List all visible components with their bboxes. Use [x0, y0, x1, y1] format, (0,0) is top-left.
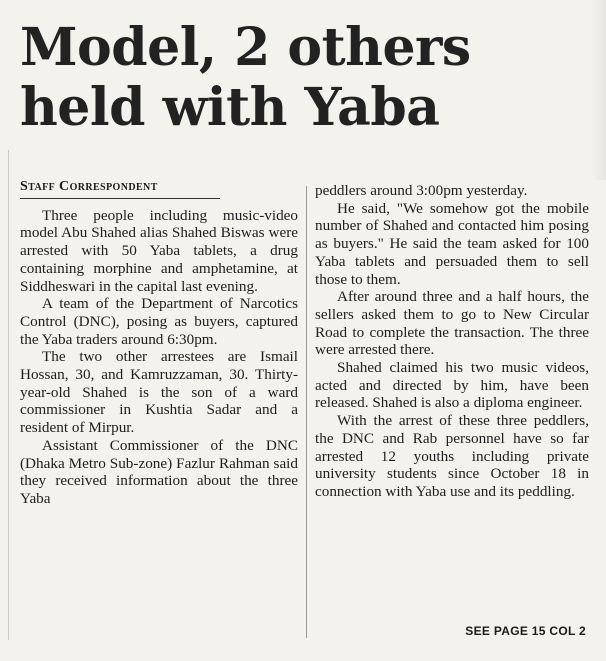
article-paragraph: A team of the Department of Narcotics Control (DNC), posing as buyers, captured the Yaba traders around 6:30pm. — [20, 295, 298, 348]
article-paragraph: The two other arrestees are Ismail Hossan, 30, and Kamruzzaman, 30. Thirty-year-old Shahed is the son of a ward commissioner in Kushtia Sadar and a resident of Mirpur. — [20, 348, 298, 437]
article-paragraph: Three people including music-video model Abu Shahed alias Shahed Biswas were arrested with 50 Yaba tablets, a drug containing morphine and amphetamine, at Siddheswari in the capital last evening. — [20, 206, 298, 295]
page-edge-shadow — [592, 0, 606, 180]
headline — [20, 18, 580, 138]
article-paragraph: peddlers around 3:00pm yesterday. — [315, 182, 528, 199]
article-paragraph: Shahed claimed his two music videos, acted and directed by him, have been released. Shahed is also a diploma engineer. — [315, 359, 589, 412]
byline: Staff Correspondent — [20, 178, 220, 199]
article-paragraph: After around three and a half hours, the sellers asked them to go to New Circular Road to complete the transaction. The three were arrested there. — [315, 288, 589, 359]
continuation-label: SEE PAGE 15 COL 2 — [465, 624, 586, 638]
article-column-right — [315, 182, 589, 501]
headline-line-2: held with Yaba — [20, 77, 440, 138]
column-divider — [306, 186, 307, 638]
article-column-left — [20, 178, 298, 508]
article-paragraph: Assistant Commissioner of the DNC (Dhaka Metro Sub-zone) Fazlur Rahman said they received information about the three Yaba — [20, 436, 298, 507]
article-paragraph: He said, "We somehow got the mobile number of Shahed and contacted him posing as buyers." He said the team asked for 100 Yaba tablets and persuaded them to sell those to them. — [315, 199, 589, 288]
margin-rule — [8, 150, 9, 640]
article-paragraph: With the arrest of these three peddlers, the DNC and Rab personnel have so far arrested 12 youths including private university students since October 18 in connection with Yaba use and its peddling. — [315, 412, 589, 500]
headline-line-1: Model, 2 others — [20, 17, 471, 78]
